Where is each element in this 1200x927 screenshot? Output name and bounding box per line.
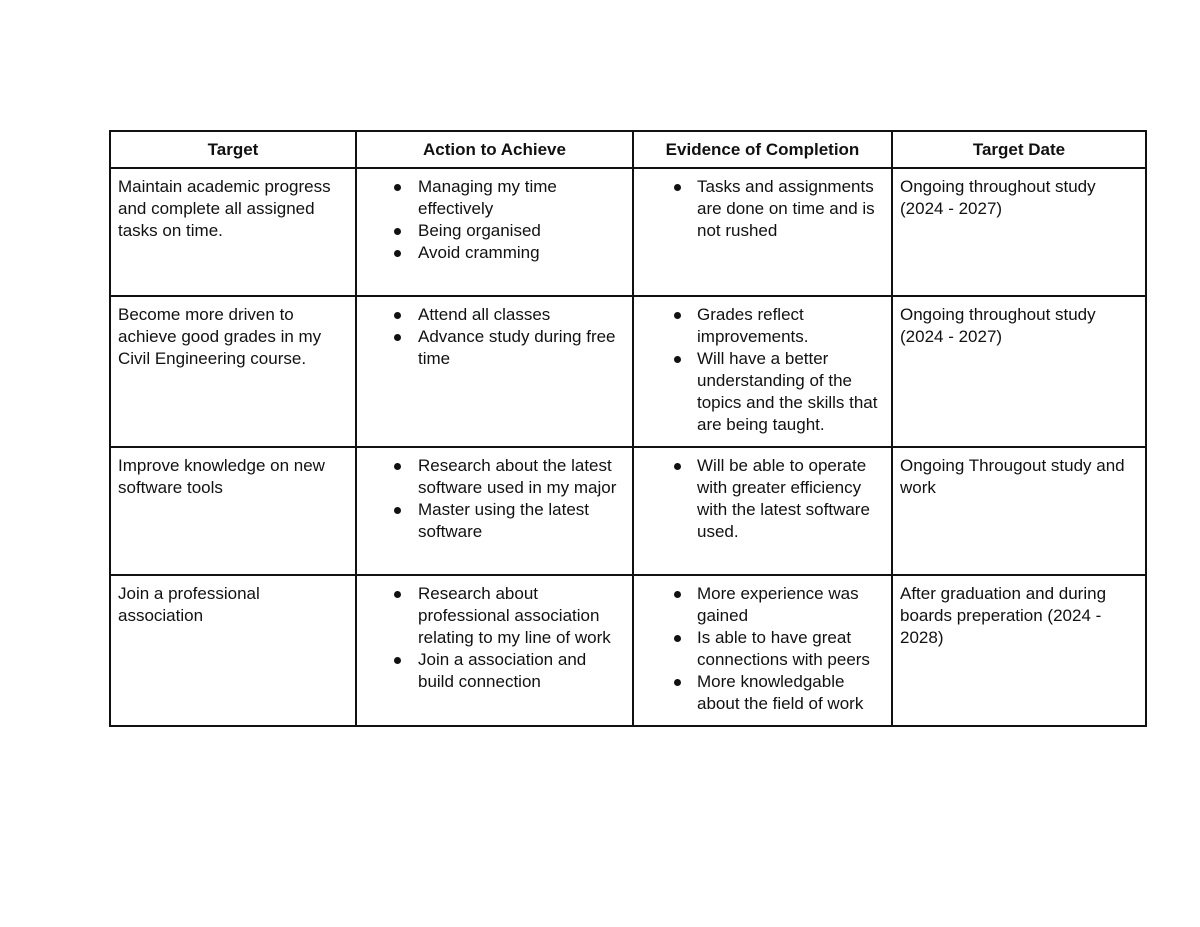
action-cell xyxy=(356,447,633,575)
action-list xyxy=(364,583,626,693)
table-row xyxy=(110,296,1146,447)
list-item: Research about professional association relating to my line of work xyxy=(364,583,626,649)
list-item: Will be able to operate with greater efficiency with the latest software used. xyxy=(641,455,885,543)
target-cell: Improve knowledge on new software tools xyxy=(110,447,356,575)
list-item: Join a association and build connection xyxy=(364,649,626,693)
evidence-cell xyxy=(633,168,892,296)
list-item: Research about the latest software used in my major xyxy=(364,455,626,499)
evidence-list xyxy=(641,455,885,543)
date-cell: After graduation and during boards preperation (2024 - 2028) xyxy=(892,575,1146,726)
header-evidence: Evidence of Completion xyxy=(633,131,892,168)
evidence-cell xyxy=(633,447,892,575)
target-cell: Become more driven to achieve good grades in my Civil Engineering course. xyxy=(110,296,356,447)
list-item: Tasks and assignments are done on time and is not rushed xyxy=(641,176,885,242)
action-cell xyxy=(356,575,633,726)
table-row xyxy=(110,575,1146,726)
table-row xyxy=(110,447,1146,575)
list-item: Avoid cramming xyxy=(364,242,626,264)
header-target: Target xyxy=(110,131,356,168)
evidence-cell xyxy=(633,575,892,726)
header-row xyxy=(110,131,1146,168)
header-action: Action to Achieve xyxy=(356,131,633,168)
list-item: Advance study during free time xyxy=(364,326,626,370)
list-item: More knowledgable about the field of work xyxy=(641,671,885,715)
evidence-list xyxy=(641,583,885,715)
list-item: Grades reflect improvements. xyxy=(641,304,885,348)
list-item: More experience was gained xyxy=(641,583,885,627)
date-cell: Ongoing Througout study and work xyxy=(892,447,1146,575)
evidence-list xyxy=(641,304,885,436)
action-list xyxy=(364,176,626,264)
evidence-list xyxy=(641,176,885,242)
action-cell xyxy=(356,296,633,447)
evidence-cell xyxy=(633,296,892,447)
list-item: Managing my time effectively xyxy=(364,176,626,220)
list-item: Will have a better understanding of the topics and the skills that are being taught. xyxy=(641,348,885,436)
date-cell: Ongoing throughout study (2024 - 2027) xyxy=(892,168,1146,296)
date-cell: Ongoing throughout study (2024 - 2027) xyxy=(892,296,1146,447)
target-cell: Join a professional association xyxy=(110,575,356,726)
header-date: Target Date xyxy=(892,131,1146,168)
list-item: Is able to have great connections with peers xyxy=(641,627,885,671)
list-item: Being organised xyxy=(364,220,626,242)
list-item: Attend all classes xyxy=(364,304,626,326)
action-list xyxy=(364,304,626,370)
action-cell xyxy=(356,168,633,296)
target-cell: Maintain academic progress and complete all assigned tasks on time. xyxy=(110,168,356,296)
list-item: Master using the latest software xyxy=(364,499,626,543)
table-row xyxy=(110,168,1146,296)
action-list xyxy=(364,455,626,543)
development-plan-table xyxy=(109,130,1147,727)
